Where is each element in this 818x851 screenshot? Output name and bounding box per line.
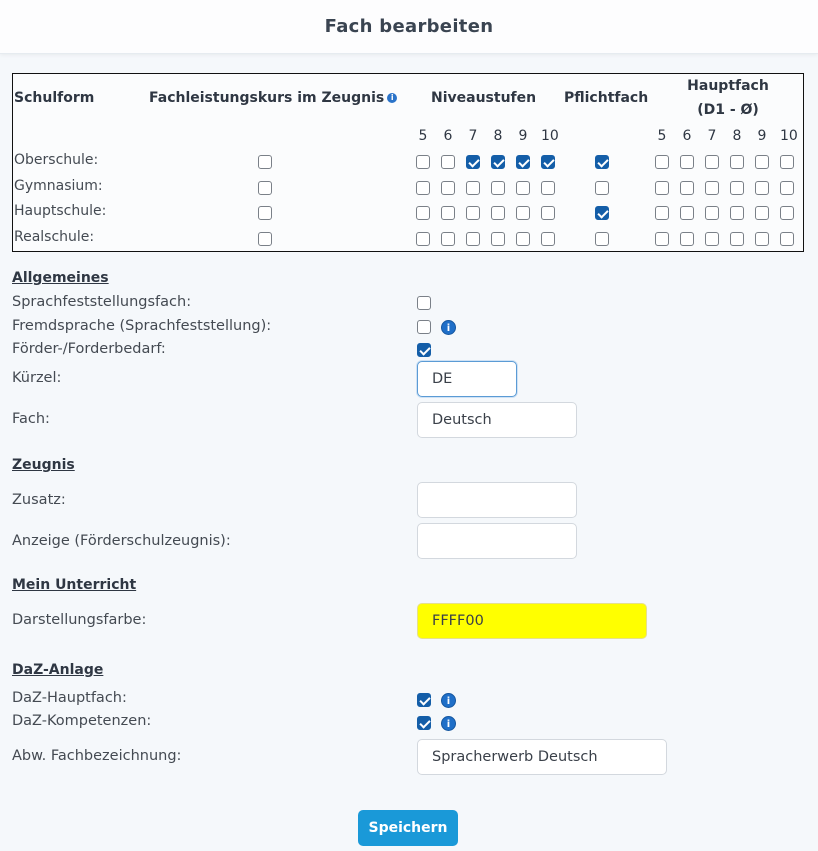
hauptfach-checkbox-gymnasium-5[interactable]: [655, 181, 669, 195]
pflichtfach-checkbox-realschule[interactable]: [595, 232, 609, 246]
daz-hauptfach-info-icon[interactable]: i: [441, 693, 456, 708]
hauptfach-level-9: 9: [757, 128, 767, 144]
hauptfach-checkbox-oberschule-9[interactable]: [755, 155, 769, 169]
row-label-realschule: Realschule:: [14, 229, 95, 245]
hauptfach-checkbox-hauptschule-9[interactable]: [755, 206, 769, 220]
hauptfach-checkbox-gymnasium-7[interactable]: [705, 181, 719, 195]
hauptfach-checkbox-oberschule-7[interactable]: [705, 155, 719, 169]
hauptfach-checkbox-oberschule-5[interactable]: [655, 155, 669, 169]
page-title: Fach bearbeiten: [324, 16, 494, 37]
darstellungsfarbe-label: Darstellungsfarbe:: [12, 612, 147, 628]
zusatz-input[interactable]: [417, 482, 577, 518]
fach-label: Fach:: [12, 411, 50, 427]
row-label-hauptschule: Hauptschule:: [14, 203, 107, 219]
hauptfach-level-7: 7: [707, 128, 717, 144]
pflichtfach-checkbox-gymnasium[interactable]: [595, 181, 609, 195]
niveau-checkbox-gymnasium-5[interactable]: [416, 181, 430, 195]
hauptfach-checkbox-gymnasium-9[interactable]: [755, 181, 769, 195]
niveau-level-5: 5: [418, 128, 428, 144]
niveau-checkbox-hauptschule-7[interactable]: [466, 206, 480, 220]
hauptfach-level-8: 8: [732, 128, 742, 144]
foerderbedarf-label: Förder-/Forderbedarf:: [12, 341, 166, 357]
save-button[interactable]: Speichern: [358, 810, 458, 846]
niveau-checkbox-realschule-6[interactable]: [441, 232, 455, 246]
foerderbedarf-checkbox[interactable]: [417, 343, 431, 357]
fremdsprache-label: Fremdsprache (Sprachfeststellung):: [12, 318, 272, 334]
fremdsprache-info-icon[interactable]: i: [441, 320, 456, 335]
row-label-oberschule: Oberschule:: [14, 152, 99, 168]
fachleistungskurs-checkbox-hauptschule[interactable]: [258, 206, 272, 220]
niveau-checkbox-gymnasium-6[interactable]: [441, 181, 455, 195]
fachleistungskurs-checkbox-gymnasium[interactable]: [258, 181, 272, 195]
niveau-checkbox-hauptschule-8[interactable]: [491, 206, 505, 220]
niveau-level-10: 10: [541, 128, 559, 144]
hauptfach-checkbox-realschule-6[interactable]: [680, 232, 694, 246]
niveau-checkbox-realschule-8[interactable]: [491, 232, 505, 246]
niveau-level-6: 6: [443, 128, 453, 144]
header-schulform: Schulform: [14, 90, 95, 106]
niveau-level-8: 8: [493, 128, 503, 144]
kuerzel-input[interactable]: DE: [417, 361, 517, 397]
section-mein-unterricht: Mein Unterricht: [12, 577, 137, 593]
darstellungsfarbe-input[interactable]: FFFF00: [417, 603, 647, 639]
hauptfach-level-6: 6: [682, 128, 692, 144]
niveau-checkbox-realschule-5[interactable]: [416, 232, 430, 246]
hauptfach-checkbox-hauptschule-5[interactable]: [655, 206, 669, 220]
niveau-checkbox-gymnasium-8[interactable]: [491, 181, 505, 195]
niveau-checkbox-hauptschule-5[interactable]: [416, 206, 430, 220]
header-hauptfach-sub: (D1 - Ø): [697, 102, 759, 118]
hauptfach-checkbox-gymnasium-8[interactable]: [730, 181, 744, 195]
hauptfach-checkbox-realschule-7[interactable]: [705, 232, 719, 246]
header-pflichtfach: Pflichtfach: [564, 90, 649, 106]
header-hauptfach: Hauptfach: [687, 78, 769, 94]
niveau-checkbox-hauptschule-6[interactable]: [441, 206, 455, 220]
hauptfach-checkbox-gymnasium-10[interactable]: [780, 181, 794, 195]
niveau-checkbox-oberschule-8[interactable]: [491, 155, 505, 169]
header-fachleistungskurs-label: Fachleistungskurs im Zeugnis: [149, 90, 385, 106]
niveau-checkbox-hauptschule-9[interactable]: [516, 206, 530, 220]
hauptfach-checkbox-oberschule-8[interactable]: [730, 155, 744, 169]
hauptfach-checkbox-realschule-8[interactable]: [730, 232, 744, 246]
hauptfach-checkbox-hauptschule-8[interactable]: [730, 206, 744, 220]
row-label-gymnasium: Gymnasium:: [14, 178, 103, 194]
hauptfach-checkbox-realschule-5[interactable]: [655, 232, 669, 246]
daz-hauptfach-label: DaZ-Hauptfach:: [12, 690, 127, 706]
header-fachleistungskurs: [149, 90, 397, 106]
niveau-checkbox-realschule-10[interactable]: [541, 232, 555, 246]
niveau-checkbox-oberschule-10[interactable]: [541, 155, 555, 169]
niveau-checkbox-gymnasium-9[interactable]: [516, 181, 530, 195]
header-niveaustufen: Niveaustufen: [431, 90, 537, 106]
fachleistungskurs-checkbox-oberschule[interactable]: [258, 155, 272, 169]
daz-kompetenzen-info-icon[interactable]: i: [441, 716, 456, 731]
niveau-checkbox-oberschule-6[interactable]: [441, 155, 455, 169]
hauptfach-checkbox-hauptschule-7[interactable]: [705, 206, 719, 220]
sprachfeststellungsfach-checkbox[interactable]: [417, 296, 431, 310]
hauptfach-level-10: 10: [780, 128, 798, 144]
niveau-level-7: 7: [468, 128, 478, 144]
zusatz-label: Zusatz:: [12, 492, 66, 508]
sprachfeststellungsfach-label: Sprachfeststellungsfach:: [12, 294, 192, 310]
hauptfach-checkbox-oberschule-10[interactable]: [780, 155, 794, 169]
hauptfach-checkbox-realschule-9[interactable]: [755, 232, 769, 246]
pflichtfach-checkbox-hauptschule[interactable]: [595, 206, 609, 220]
section-allgemeines: Allgemeines: [12, 270, 109, 286]
hauptfach-checkbox-realschule-10[interactable]: [780, 232, 794, 246]
section-zeugnis: Zeugnis: [12, 457, 75, 473]
fremdsprache-checkbox[interactable]: [417, 320, 431, 334]
hauptfach-checkbox-gymnasium-6[interactable]: [680, 181, 694, 195]
page-header: [0, 0, 818, 54]
hauptfach-level-5: 5: [657, 128, 667, 144]
pflichtfach-checkbox-oberschule[interactable]: [595, 155, 609, 169]
hauptfach-checkbox-oberschule-6[interactable]: [680, 155, 694, 169]
anzeige-input[interactable]: [417, 523, 577, 559]
anzeige-label: Anzeige (Förderschulzeugnis):: [12, 533, 231, 549]
fachbezeichnung-input[interactable]: Spracherwerb Deutsch: [417, 739, 667, 775]
niveau-checkbox-gymnasium-7[interactable]: [466, 181, 480, 195]
niveau-checkbox-oberschule-7[interactable]: [466, 155, 480, 169]
fach-input[interactable]: Deutsch: [417, 402, 577, 438]
daz-hauptfach-checkbox[interactable]: [417, 693, 431, 707]
fachleistungskurs-checkbox-realschule[interactable]: [258, 232, 272, 246]
kuerzel-label: Kürzel:: [12, 370, 62, 386]
fachleistungskurs-info-icon[interactable]: i: [387, 93, 397, 103]
daz-kompetenzen-label: DaZ-Kompetenzen:: [12, 713, 152, 729]
section-daz-anlage: DaZ-Anlage: [12, 662, 104, 678]
niveau-checkbox-hauptschule-10[interactable]: [541, 206, 555, 220]
niveau-checkbox-gymnasium-10[interactable]: [541, 181, 555, 195]
niveau-level-9: 9: [518, 128, 528, 144]
niveau-checkbox-realschule-7[interactable]: [466, 232, 480, 246]
hauptfach-checkbox-hauptschule-10[interactable]: [780, 206, 794, 220]
fachbezeichnung-label: Abw. Fachbezeichnung:: [12, 748, 182, 764]
schulform-grid: [12, 73, 804, 252]
hauptfach-checkbox-hauptschule-6[interactable]: [680, 206, 694, 220]
daz-kompetenzen-checkbox[interactable]: [417, 716, 431, 730]
niveau-checkbox-realschule-9[interactable]: [516, 232, 530, 246]
niveau-checkbox-oberschule-9[interactable]: [516, 155, 530, 169]
niveau-checkbox-oberschule-5[interactable]: [416, 155, 430, 169]
